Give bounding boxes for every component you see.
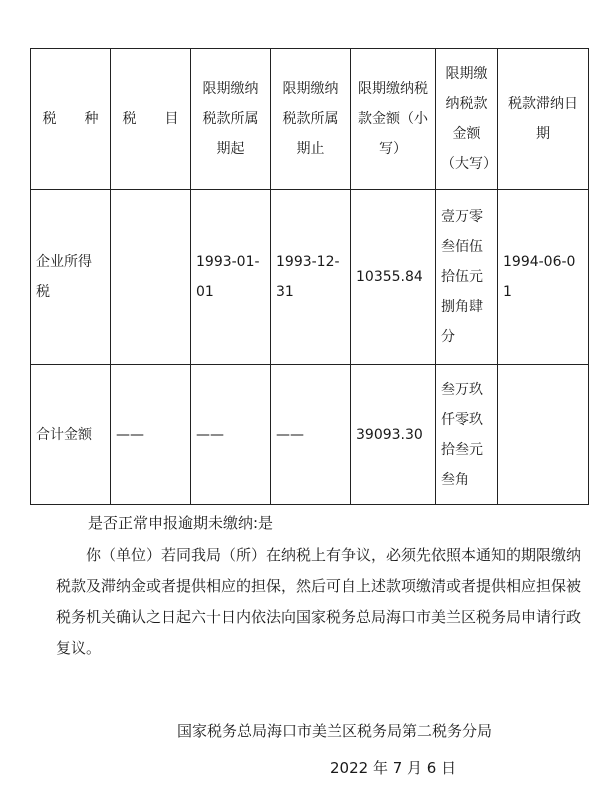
tax-payment-table [30, 48, 589, 505]
total-amount-big: 叁万玖仟零玖拾叁元叁角 [436, 365, 498, 505]
total-tax-item: —— [111, 365, 191, 505]
total-amount-small: 39093.30 [351, 365, 436, 505]
header-period-start: 限期缴纳税款所属期起 [191, 49, 271, 190]
cell-tax-item [111, 190, 191, 365]
total-period-start: —— [191, 365, 271, 505]
issue-date: 2022 年 7 月 6 日 [330, 759, 457, 777]
cell-due-date: 1994-06-01 [498, 190, 589, 365]
header-period-end: 限期缴纳税款所属期止 [271, 49, 351, 190]
header-amount-small: 限期缴纳税款金额（小写） [351, 49, 436, 190]
cell-period-start: 1993-01-01 [191, 190, 271, 365]
cell-period-end: 1993-12-31 [271, 190, 351, 365]
cell-tax-type: 企业所得税 [31, 190, 111, 365]
header-tax-item: 税 目 [111, 49, 191, 190]
table-total-row [31, 365, 589, 505]
total-due-date [498, 365, 589, 505]
header-due-date: 税款滞纳日期 [498, 49, 589, 190]
header-tax-type: 税 种 [31, 49, 111, 190]
table-row [31, 190, 589, 365]
table-header-row [31, 49, 589, 190]
dispute-paragraph: 你（单位）若同我局（所）在纳税上有争议，必须先依照本通知的期限缴纳税款及滞纳金或者提供相应的担保，然后可自上述款项缴清或者提供相应担保被税务机关确认之日起六十日内依法向国家税务总局海口市美兰区税务局申请行政复议。 [56, 546, 582, 657]
cell-amount-small: 10355.84 [351, 190, 436, 365]
overdue-line: 是否正常申报逾期未缴纳:是 [88, 514, 274, 532]
issuer-name: 国家税务总局海口市美兰区税务局第二税务分局 [177, 722, 493, 740]
total-label: 合计金额 [31, 365, 111, 505]
total-period-end: —— [271, 365, 351, 505]
header-amount-big: 限期缴纳税款金额（大写） [436, 49, 498, 190]
cell-amount-big: 壹万零叁佰伍拾伍元捌角肆分 [436, 190, 498, 365]
